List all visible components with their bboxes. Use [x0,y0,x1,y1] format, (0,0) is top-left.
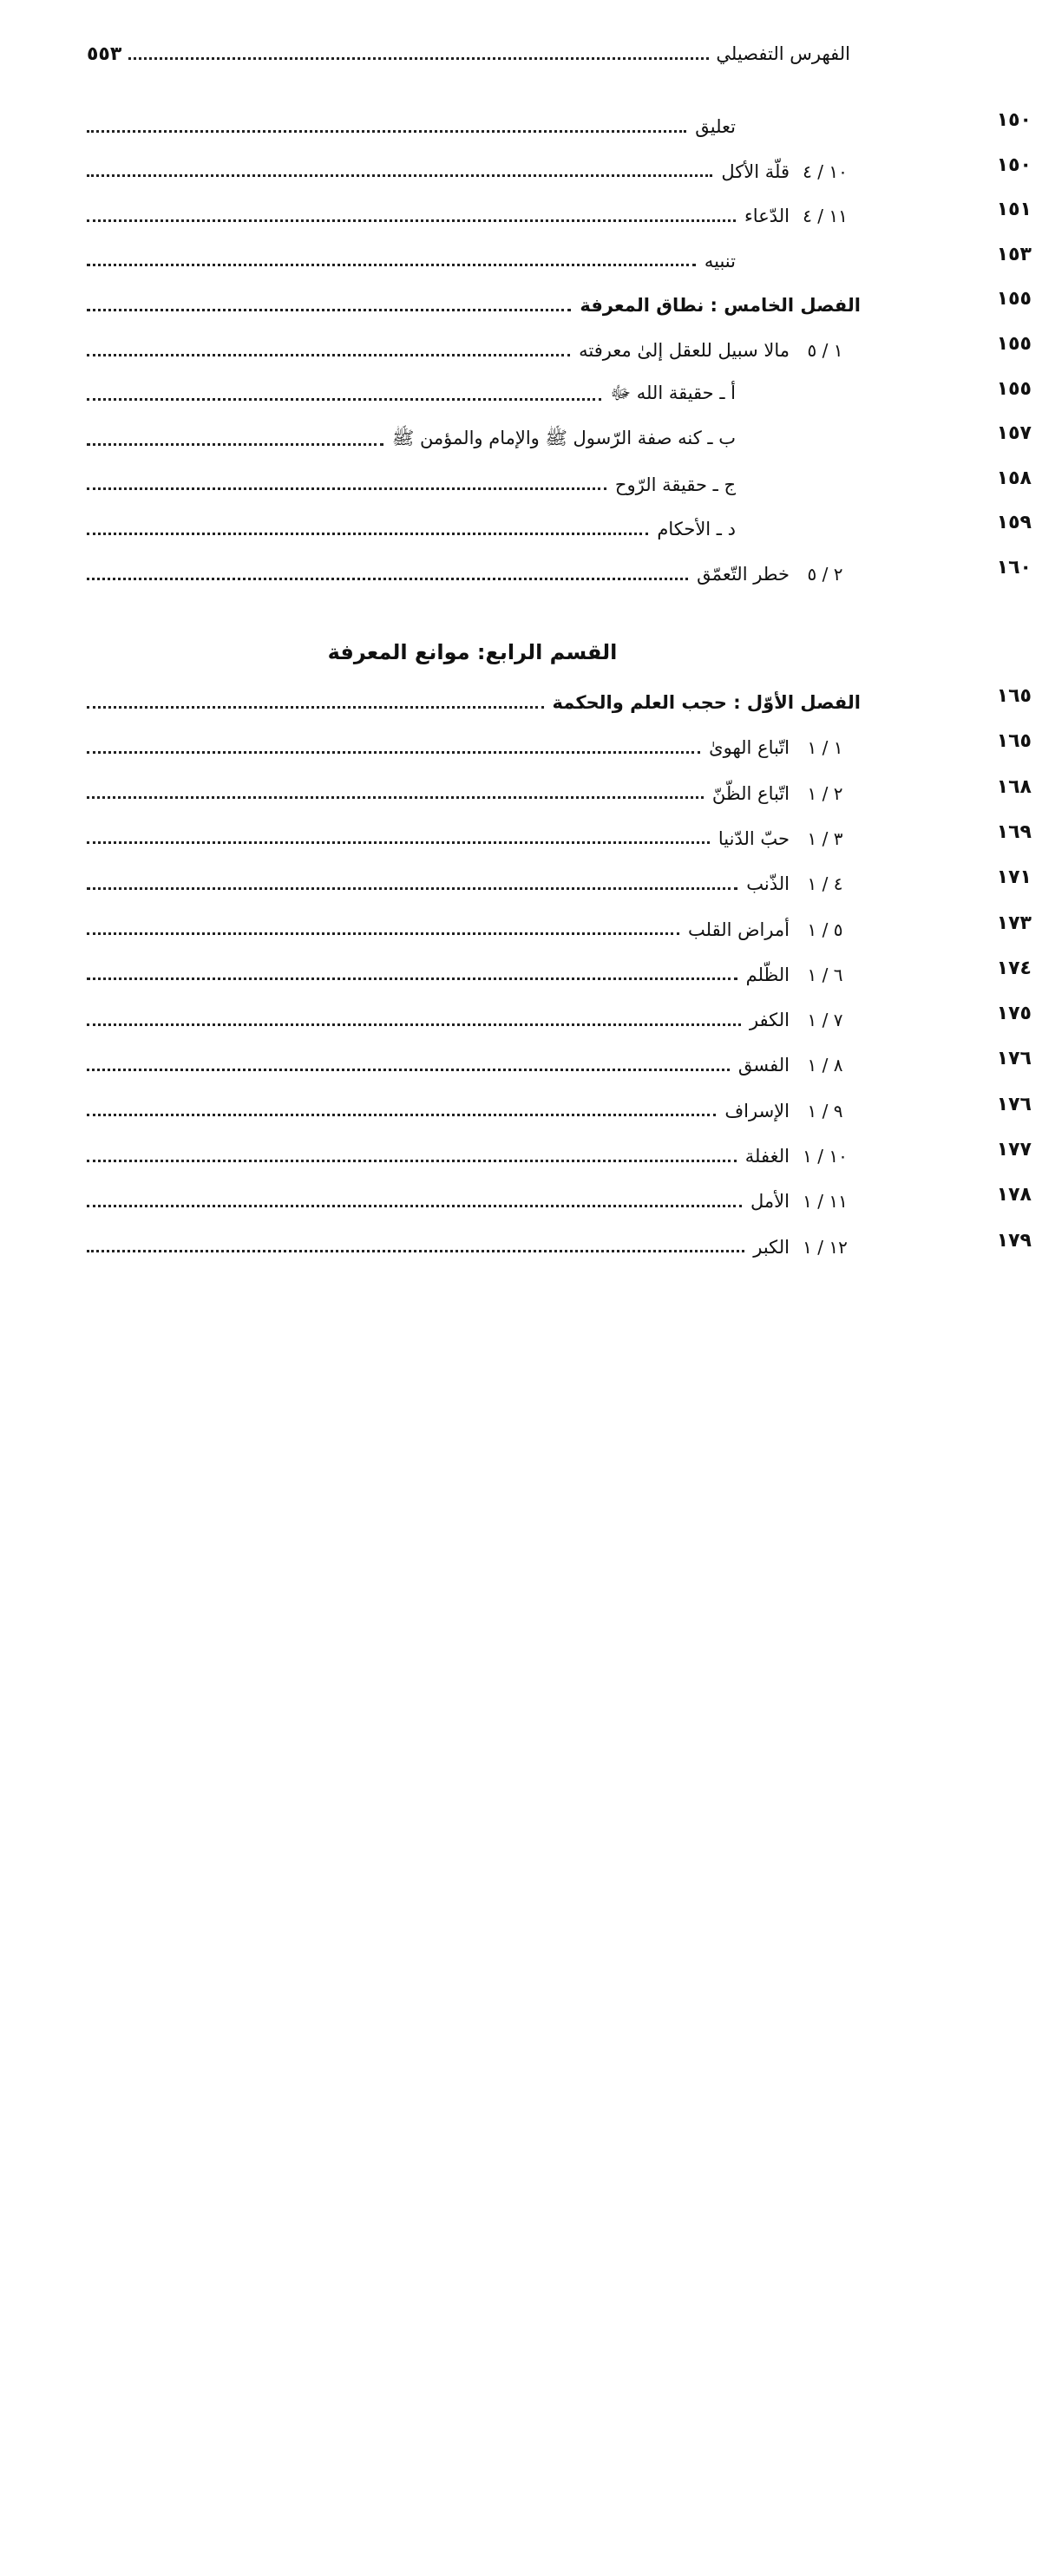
toc-entry-row [87,377,1032,413]
toc-entry-row [87,109,1032,144]
entry-number: ١١ / ١ [803,1191,848,1213]
entry-title: تنبيه [704,250,736,271]
toc-entry-row [87,467,1032,502]
toc-entry-row [87,1184,1032,1219]
toc-entry-row [87,422,1032,457]
toc-entry-row [87,912,1032,947]
leader-dots [128,57,709,60]
entry-title: أ ـ حقيقة الله ﷻ [610,382,736,404]
entry-title: د ـ الأحكام [657,519,736,540]
entry-page-number: ١٦٨ [996,775,1032,798]
entry-title: الإسراف [724,1100,790,1121]
toc-entry-row [87,1139,1032,1174]
running-header [87,35,850,73]
entry-number: ٥ / ١ [807,919,843,940]
entry-page-number: ١٥٩ [996,512,1032,534]
toc-entry-row [87,557,1032,592]
entry-title: الظّلم [745,964,790,985]
toc-entry-row [87,821,1032,856]
entry-page-number: ١٥٠ [996,154,1032,176]
entry-number: ١٠ / ١ [803,1146,848,1167]
entry-title: الكفر [749,1010,790,1031]
entry-number: ٣ / ١ [807,827,843,849]
entry-page-number: ١٦٠ [996,557,1032,579]
toc-entry-row [87,154,1032,189]
toc-entry-row [87,730,1032,765]
entry-page-number: ١٥٨ [996,467,1032,489]
entry-page-number: ١٧٦ [996,1093,1032,1115]
entry-number: ١١ / ٤ [803,206,848,227]
entry-page-number: ١٧٩ [996,1229,1032,1252]
section-heading: القسم الرابع: موانع المعرفة [327,640,618,664]
entry-page-number: ١٧٨ [996,1184,1032,1206]
entry-title: حبّ الدّنيا [718,827,790,849]
entry-number: ١٢ / ١ [803,1236,848,1258]
entry-number: ٢ / ١ [807,782,843,804]
entry-page-number: ١٧٣ [996,912,1032,934]
entry-title: اتّباع الظّنّ [711,782,790,804]
entry-title: أمراض القلب [688,919,790,940]
entry-page-number: ١٧٧ [996,1139,1032,1161]
entry-page-number: ١٦٥ [996,685,1032,707]
entry-page-number: ١٥٣ [996,243,1032,265]
entry-page-number: ١٧٥ [996,1003,1032,1025]
entry-page-number: ١٥٠ [996,109,1032,131]
entry-title: اتّباع الهوىٰ [709,737,790,759]
entry-page-number: ١٥٥ [996,377,1032,400]
entry-number: ١٠ / ٤ [803,160,848,182]
entry-number: ١ / ٥ [807,340,843,361]
entry-number: ٢ / ٥ [807,564,843,585]
toc-entry-row [87,775,1032,811]
entry-title: الكبر [753,1236,790,1258]
running-header-title: الفهرس التفصيلي [716,43,850,64]
entry-title: الفصل الخامس : نطاق المعرفة [580,295,861,317]
entry-number: ١ / ١ [807,737,843,759]
entry-title: قلّة الأكل [721,160,790,182]
entry-title: الغفلة [744,1146,790,1167]
running-header-page-number: ٥٥٣ [87,42,122,65]
entry-page-number: ١٥٥ [996,288,1032,311]
entry-page-number: ١٦٥ [996,730,1032,753]
entry-number: ٧ / ١ [807,1010,843,1031]
entry-page-number: ١٧١ [996,866,1032,889]
entry-page-number: ١٧٤ [996,957,1032,979]
entry-number: ٦ / ١ [807,964,843,985]
toc-entry-row [87,1093,1032,1128]
toc-entry-row [87,1003,1032,1037]
entry-title: تعليق [695,116,736,137]
entry-page-number: ١٥١ [996,199,1032,221]
entry-number: ٩ / ١ [807,1100,843,1121]
entry-page-number: ١٦٩ [996,821,1032,843]
entry-title: ج ـ حقيقة الرّوح [614,474,736,495]
entry-page-number: ١٥٥ [996,333,1032,355]
entry-title: الفصل الأوّل : حجب العلم والحكمة [552,692,861,713]
entry-title: الدّعاء [744,206,790,227]
toc-chapter-row [87,288,1032,323]
toc-entry-row [87,1048,1032,1082]
toc-entry-row [87,333,1032,368]
toc-entry-row [87,512,1032,546]
entry-number: ٤ / ١ [807,873,843,895]
toc-chapter-row [87,685,1032,720]
toc-entry-row [87,199,1032,233]
entry-title: الأمل [750,1191,790,1213]
toc-entry-row [87,1229,1032,1265]
entry-title: مالا سبيل للعقل إلىٰ معرفته [579,340,790,361]
toc-entry-row [87,866,1032,901]
entry-title: الفسق [737,1055,790,1076]
entry-page-number: ١٥٧ [996,422,1032,445]
toc-entry-row [87,243,1032,278]
entry-title: ب ـ كنه صفة الرّسول ﷺ والإمام والمؤمن ﷺ [391,427,736,448]
entry-number: ٨ / ١ [807,1055,843,1076]
entry-page-number: ١٧٦ [996,1048,1032,1070]
toc-entry-row [87,957,1032,992]
entry-title: الذّنب [746,873,790,895]
entry-title: خطر التّعمّق [697,564,790,585]
